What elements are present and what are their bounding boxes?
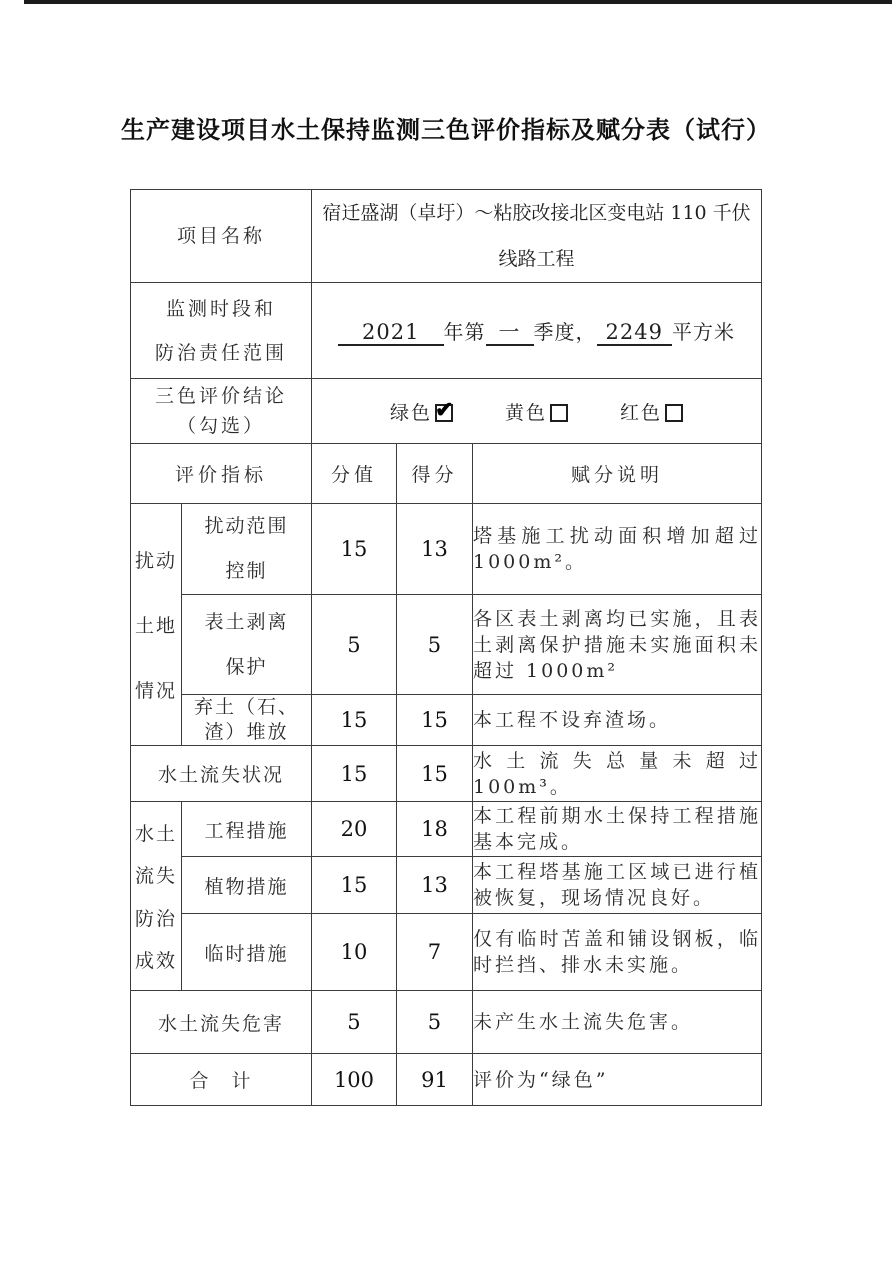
explanation-spoil: 本工程不设弃渣场。 bbox=[472, 695, 761, 746]
row-conclusion bbox=[130, 379, 761, 444]
max-score-disturb-range: 15 bbox=[311, 504, 396, 595]
indicator-spoil: 弃土（石、 渣）堆放 bbox=[181, 695, 311, 746]
score-engineering: 18 bbox=[396, 802, 472, 857]
option-yellow bbox=[505, 398, 568, 425]
evaluation-table bbox=[130, 189, 762, 1106]
explanation-erosion-harm: 未产生水土流失危害。 bbox=[472, 991, 761, 1054]
option-green-label: 绿色 bbox=[389, 401, 432, 424]
option-red-label: 红色 bbox=[619, 401, 662, 424]
indicator-temporary: 临时措施 bbox=[181, 914, 311, 991]
checkbox-red-empty-icon bbox=[665, 404, 683, 422]
explanation-erosion-status: 水土流失总量未超过 100m³。 bbox=[472, 746, 761, 802]
max-score-spoil: 15 bbox=[311, 695, 396, 746]
row-header bbox=[130, 444, 761, 504]
indicator-topsoil: 表土剥离 保护 bbox=[181, 595, 311, 695]
period-year-blank: 2021 bbox=[338, 320, 443, 346]
period-label-line1: 监测时段和 bbox=[165, 297, 276, 320]
page-title: 生产建设项目水土保持监测三色评价指标及赋分表（试行） bbox=[121, 115, 771, 144]
score-total: 91 bbox=[396, 1054, 472, 1106]
option-red bbox=[620, 398, 683, 425]
conclusion-label-line2: （勾选） bbox=[176, 415, 265, 437]
indicator-erosion-status: 水土流失状况 bbox=[130, 746, 311, 802]
group-disturbed-land: 扰动 土地 情况 bbox=[130, 504, 181, 746]
header-score: 得分 bbox=[396, 444, 472, 504]
row-erosion-status bbox=[130, 746, 761, 802]
header-max-score: 分值 bbox=[311, 444, 396, 504]
period-label-cell bbox=[130, 283, 311, 379]
row-engineering bbox=[130, 802, 761, 857]
row-spoil bbox=[130, 695, 761, 746]
indicator-total: 合 计 bbox=[130, 1054, 311, 1106]
option-yellow-label: 黄色 bbox=[504, 401, 547, 424]
explanation-total: 评价为“绿色” bbox=[472, 1054, 761, 1106]
row-project bbox=[130, 190, 761, 283]
row-vegetation bbox=[130, 857, 761, 914]
period-area-suffix: 平方米 bbox=[671, 319, 735, 344]
conclusion-options-cell bbox=[311, 379, 761, 444]
project-label-cell bbox=[130, 190, 311, 283]
header-explanation: 赋分说明 bbox=[472, 444, 761, 504]
max-score-topsoil: 5 bbox=[311, 595, 396, 695]
max-score-erosion-status: 15 bbox=[311, 746, 396, 802]
check-mark-icon: ✔ bbox=[434, 396, 454, 423]
indicator-disturb-range: 扰动范围 控制 bbox=[181, 504, 311, 595]
score-erosion-harm: 5 bbox=[396, 991, 472, 1054]
project-name-line2: 线路工程 bbox=[498, 248, 575, 270]
explanation-disturb-range: 塔基施工扰动面积增加超过1000m²。 bbox=[472, 504, 761, 595]
max-score-engineering: 20 bbox=[311, 802, 396, 857]
project-name-cell bbox=[311, 190, 761, 283]
period-year-suffix: 年第 bbox=[443, 319, 486, 344]
header-indicator: 评价指标 bbox=[130, 444, 311, 504]
max-score-total: 100 bbox=[311, 1054, 396, 1106]
period-quarter-blank: 一 bbox=[486, 320, 534, 346]
indicator-vegetation: 植物措施 bbox=[181, 857, 311, 914]
max-score-vegetation: 15 bbox=[311, 857, 396, 914]
explanation-vegetation: 本工程塔基施工区域已进行植被恢复，现场情况良好。 bbox=[472, 857, 761, 914]
checkbox-yellow-empty-icon bbox=[550, 404, 568, 422]
row-erosion-harm bbox=[130, 991, 761, 1054]
explanation-topsoil: 各区表土剥离均已实施，且表土剥离保护措施未实施面积未超过 1000m² bbox=[472, 595, 761, 695]
indicator-erosion-harm: 水土流失危害 bbox=[130, 991, 311, 1054]
period-value-cell bbox=[311, 283, 761, 379]
row-disturb-range bbox=[130, 504, 761, 595]
project-label: 项目名称 bbox=[176, 225, 265, 247]
score-topsoil: 5 bbox=[396, 595, 472, 695]
period-area-blank: 2249 bbox=[597, 320, 672, 346]
max-score-erosion-harm: 5 bbox=[311, 991, 396, 1054]
score-erosion-status: 15 bbox=[396, 746, 472, 802]
project-name-line1: 宿迁盛湖（卓圩）～粘胶改接北区变电站 110 千伏 bbox=[322, 202, 751, 224]
row-temporary bbox=[130, 914, 761, 991]
period-quarter-suffix: 季度， bbox=[533, 319, 597, 344]
conclusion-label-line1: 三色评价结论 bbox=[154, 385, 287, 407]
score-temporary: 7 bbox=[396, 914, 472, 991]
row-total bbox=[130, 1054, 761, 1106]
checkbox-green-checked-icon bbox=[434, 396, 454, 423]
indicator-engineering: 工程措施 bbox=[181, 802, 311, 857]
explanation-temporary: 仅有临时苫盖和铺设钢板，临时拦挡、排水未实施。 bbox=[472, 914, 761, 991]
explanation-engineering: 本工程前期水土保持工程措施基本完成。 bbox=[472, 802, 761, 857]
score-vegetation: 13 bbox=[396, 857, 472, 914]
row-period bbox=[130, 283, 761, 379]
scan-edge-bar bbox=[24, 0, 892, 4]
group-control-effect: 水土 流失 防治 成效 bbox=[130, 802, 181, 991]
option-green bbox=[390, 398, 453, 425]
conclusion-label-cell bbox=[130, 379, 311, 444]
max-score-temporary: 10 bbox=[311, 914, 396, 991]
row-topsoil bbox=[130, 595, 761, 695]
period-label-line2: 防治责任范围 bbox=[154, 341, 287, 364]
score-spoil: 15 bbox=[396, 695, 472, 746]
score-disturb-range: 13 bbox=[396, 504, 472, 595]
